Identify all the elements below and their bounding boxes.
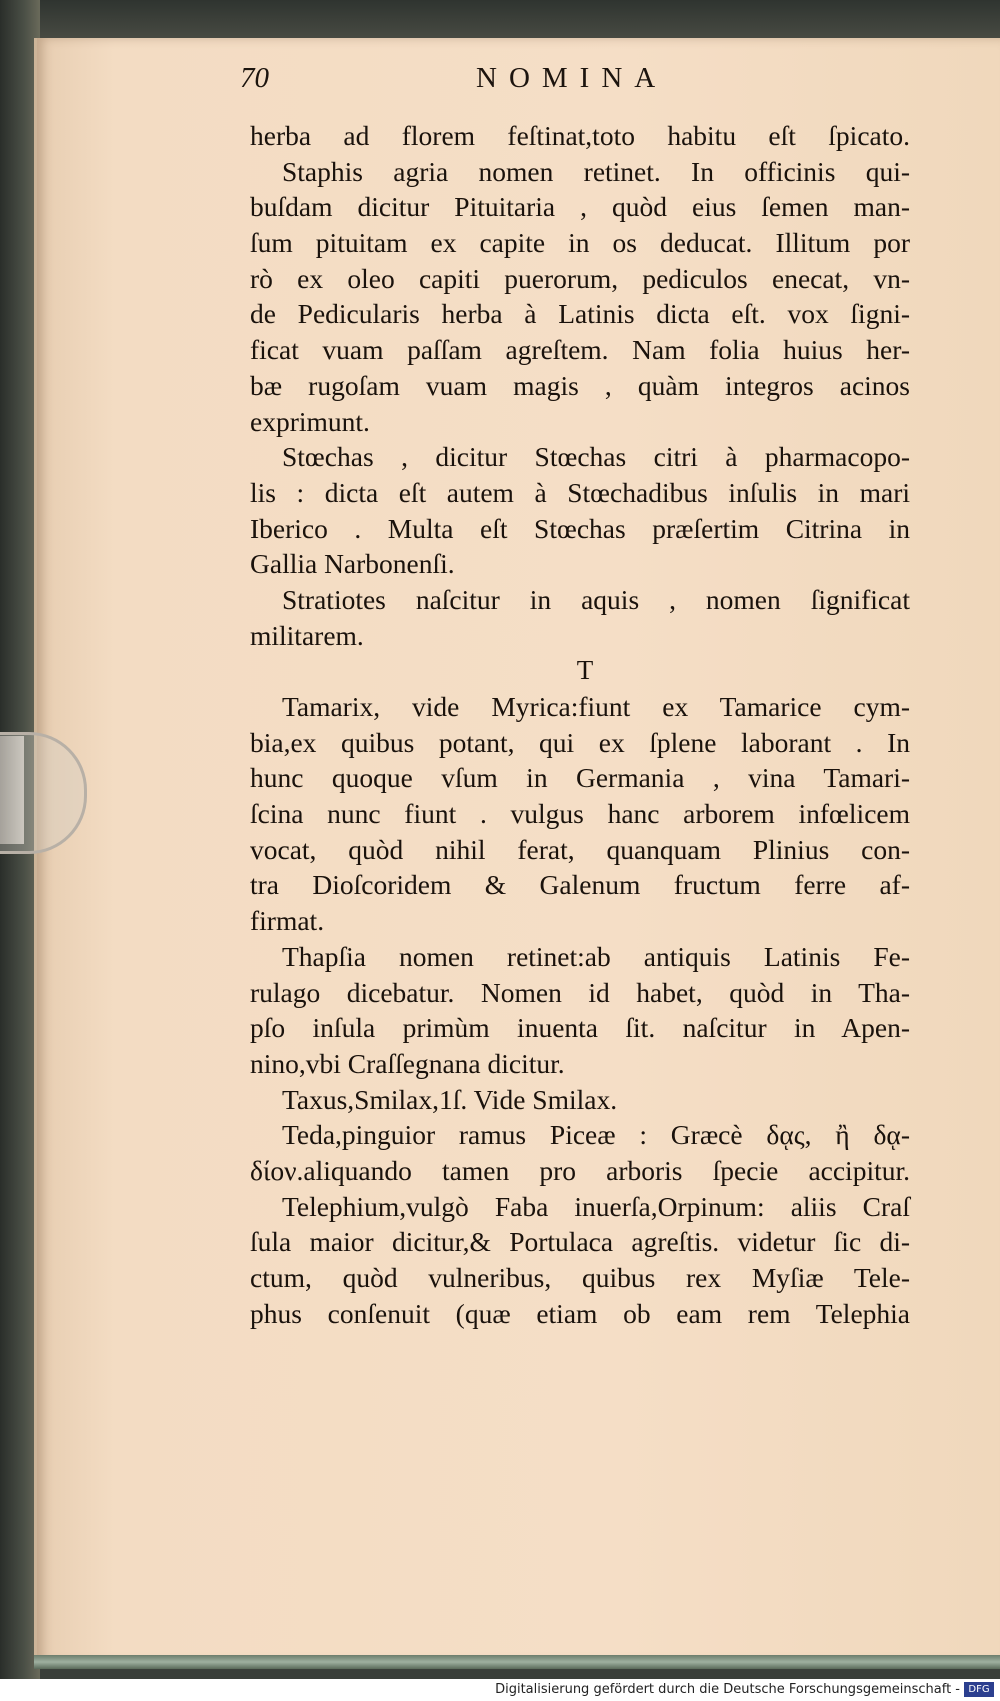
text-line: Stratiotes naſcitur in aquis , nomen ſignificat [282,583,910,615]
text-line: rò ex oleo capiti puerorum, pediculos enecat, vn- [250,262,910,294]
text-line: buſdam dicitur Pituitaria , quòd eius ſemen man- [250,191,910,223]
dfg-logo: DFG [964,1682,994,1697]
digitization-credit-bar [0,1679,1000,1701]
page-number: 70 [240,62,269,94]
text-line: Staphis agria nomen retinet. In officinis qui- [282,155,910,187]
text-line: pſo inſula primùm inuenta ſit. naſcitur in Apen- [250,1012,910,1044]
scan-top-edge [0,0,1000,38]
text-line: Stœchas , dicitur Stœchas citri à pharmacopo- [282,441,910,473]
text-line: lis : dicta eſt autem à Stœchadibus inſulis in mari [250,476,910,508]
text-line: exprimunt. [250,405,370,437]
text-line: Gallia Narbonenſi. [250,548,455,580]
text-line: δίον.aliquando tamen pro arboris ſpecie accipitur. [250,1154,910,1186]
text-line: Thapſia nomen retinet:ab antiquis Latinis Fe- [282,940,910,972]
text-line: Iberico . Multa eſt Stœchas præſertim Citrina in [250,512,910,544]
text-line: vocat, quòd nihil ferat, quanquam Plinius con- [250,833,910,865]
text-line: herba ad florem feſtinat,toto habitu eſt ſpicato. [250,120,910,151]
section-letter: T [576,655,594,686]
text-line: nino,vbi Craſſegnana dicitur. [250,1047,565,1079]
text-line: firmat. [250,905,325,937]
page-bottom-edge [34,1655,1000,1669]
running-head: NOMINA [476,62,668,94]
text-line: hunc quoque vſum in Germania , vina Tamari- [250,762,910,794]
text-line: rulago dicebatur. Nomen id habet, quòd in Tha- [250,976,910,1008]
text-line: ficat vuam paſſam agreſtem. Nam folia huius her- [250,334,910,366]
text-line: Tamarix, vide Myrica:fiunt ex Tamarice cym- [282,691,910,722]
digitization-credit: Digitalisierung gefördert durch die Deutsche Forschungsgemeinschaft - [495,1682,960,1697]
text-line: phus conſenuit (quæ etiam ob eam rem Telephia [250,1297,910,1329]
text-line: bæ rugoſam vuam magis , quàm integros acinos [250,369,910,401]
text-line: ſula maior dicitur,& Portulaca agreſtis. videtur ſic di- [250,1226,910,1258]
text-line: tra Dioſcoridem & Galenum fructum ferre af- [250,869,910,901]
text-line: de Pedicularis herba à Latinis dicta eſt. vox ſigni- [250,298,910,330]
text-line: Taxus,Smilax,1ſ. Vide Smilax. [282,1083,618,1115]
text-line: militarem. [250,619,364,651]
text-line: bia,ex quibus potant, qui ex ſplene laborant . In [250,726,910,758]
text-line: ſcina nunc fiunt . vulgus hanc arborem infœlicem [250,798,910,830]
text-line: ſum pituitam ex capite in os deducat. Illitum por [250,227,910,259]
text-line: Telephium,vulgò Faba inuerſa,Orpinum: aliis Craſ [282,1190,910,1222]
body-text [250,118,910,1331]
text-line: ctum, quòd vulneribus, quibus rex Myſiæ Tele- [250,1262,910,1293]
text-line: Teda,pinguior ramus Piceæ : Græcè δᾳς, ἢ δᾳ- [282,1119,910,1151]
